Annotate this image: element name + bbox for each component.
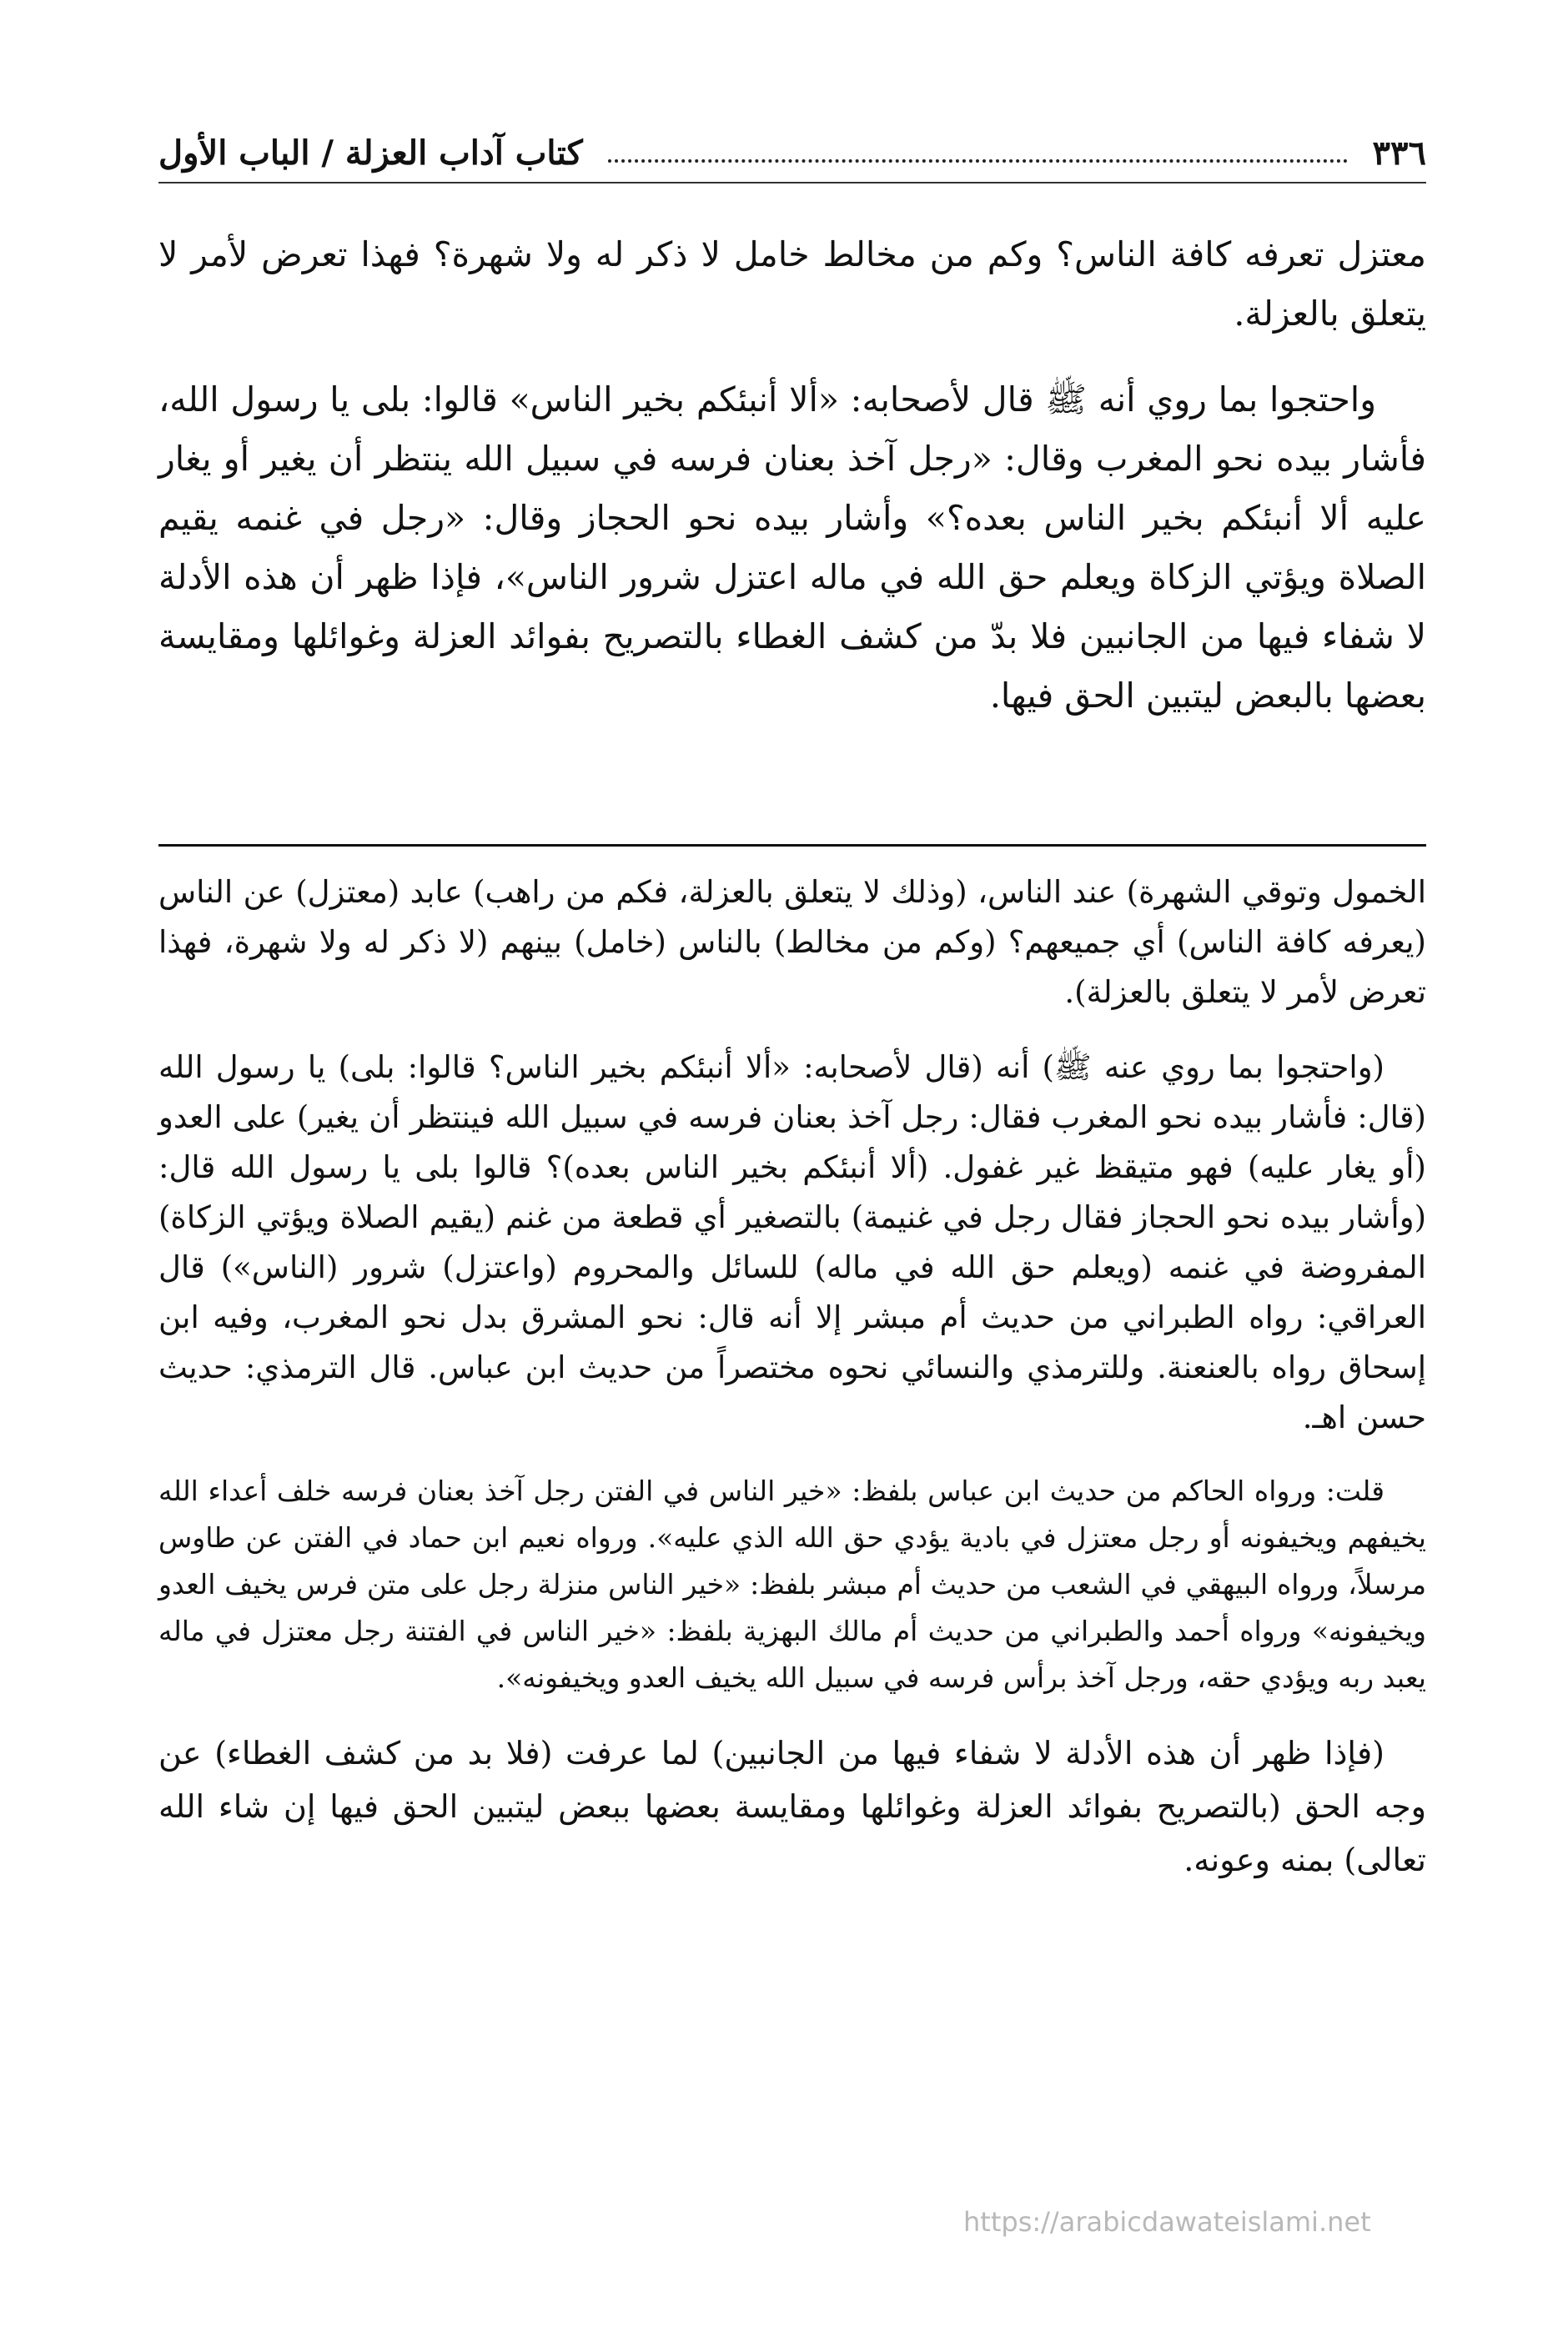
page-number: ٣٣٦ bbox=[1372, 133, 1426, 173]
commentary-section bbox=[158, 867, 1426, 1912]
commentary-paragraph-1: الخمول وتوقي الشهرة) عند الناس، (وذلك لا يتعلق بالعزلة، فكم من راهب) عابد (معتزل) عن الناس (يعرفه كافة الناس) أي جميعهم؟ (وكم من مخالط) بالناس (خامل) بينهم (لا ذكر له ولا شهرة، فهذا تعرض لأمر لا يتعلق بالعزلة). bbox=[158, 874, 1426, 1010]
separator-rule bbox=[158, 844, 1426, 847]
watermark-url: https://arabicdawateislami.net bbox=[963, 2206, 1371, 2238]
main-paragraph-2: واحتجوا بما روي أنه ﷺ قال لأصحابه: «ألا أنبئكم بخير الناس» قالوا: بلى يا رسول الله، فأشار بيده نحو المغرب وقال: «رجل آخذ بعنان فرسه في سبيل الله ينتظر أن يغير أو يغار عليه ألا أنبئكم بخير الناس بعده؟» وأشار بيده نحو الحجاز وقال: «رجل في غنمه يقيم الصلاة ويؤتي الزكاة ويعلم حق الله في ماله اعتزل شرور الناس»، فإذا ظهر أن هذه الأدلة لا شفاء فيها من الجانبين فلا بدّ من كشف الغطاء بالتصريح بفوائد العزلة وغوائلها ومقايسة بعضها بالبعض ليتبين الحق فيها. bbox=[158, 379, 1426, 716]
commentary-note: قلت: ورواه الحاكم من حديث ابن عباس بلفظ: «خير الناس في الفتن رجل آخذ بعنان فرسه خلف أعداء الله يخيفهم ويخيفونه أو رجل معتزل في بادية يؤدي حق الله الذي عليه». ورواه نعيم ابن حماد في الفتن عن طاوس مرسلاً، ورواه البيهقي في الشعب من حديث أم مبشر بلفظ: «خير الناس منزلة رجل على متن فرس يخيف العدو ويخيفونه» ورواه أحمد والطبراني من حديث أم مالك البهزية بلفظ: «خير الناس في الفتنة رجل معتزل في ماله يعبد ربه ويؤدي حقه، ورجل آخذ برأس فرسه في سبيل الله يخيف العدو ويخيفونه». bbox=[158, 1475, 1426, 1694]
header-dot-leader bbox=[608, 159, 1348, 163]
page-header bbox=[158, 123, 1426, 183]
commentary-paragraph-4: (فإذا ظهر أن هذه الأدلة لا شفاء فيها من الجانبين) لما عرفت (فلا بد من كشف الغطاء) عن وجه الحق (بالتصريح بفوائد العزلة وغوائلها ومقايسة بعضها ببعض ليتبين الحق فيها إن شاء الله تعالى) بمنه وعونه. bbox=[158, 1735, 1426, 1878]
commentary-paragraph-2: (واحتجوا بما روي عنه ﷺ) أنه (قال لأصحابه: «ألا أنبئكم بخير الناس؟ قالوا: بلى) يا رسول الله (قال: فأشار بيده نحو المغرب فقال: رجل آخذ بعنان فرسه في سبيل الله فينتظر أن يغير) على العدو (أو يغار عليه) فهو متيقظ غير غفول. (ألا أنبئكم بخير الناس بعده)؟ قالوا بلى يا رسول الله قال: (وأشار بيده نحو الحجاز فقال رجل في غنيمة) بالتصغير أي قطعة من غنم (يقيم الصلاة ويؤتي الزكاة) المفروضة في غنمه (ويعلم حق الله في ماله) للسائل والمحروم (واعتزل) شرور (الناس») قال العراقي: رواه الطبراني من حديث أم مبشر إلا أنه قال: نحو المشرق بدل نحو المغرب، وفيه ابن إسحاق رواه بالعنعنة. وللترمذي والنسائي نحوه مختصراً من حديث ابن عباس. قال الترمذي: حديث حسن اهـ. bbox=[158, 1049, 1426, 1435]
main-text bbox=[158, 225, 1426, 752]
running-title: كتاب آداب العزلة / الباب الأول bbox=[158, 133, 583, 173]
main-paragraph-1: معتزل تعرفه كافة الناس؟ وكم من مخالط خامل لا ذكر له ولا شهرة؟ فهذا تعرض لأمر لا يتعلق بالعزلة. bbox=[158, 234, 1426, 334]
